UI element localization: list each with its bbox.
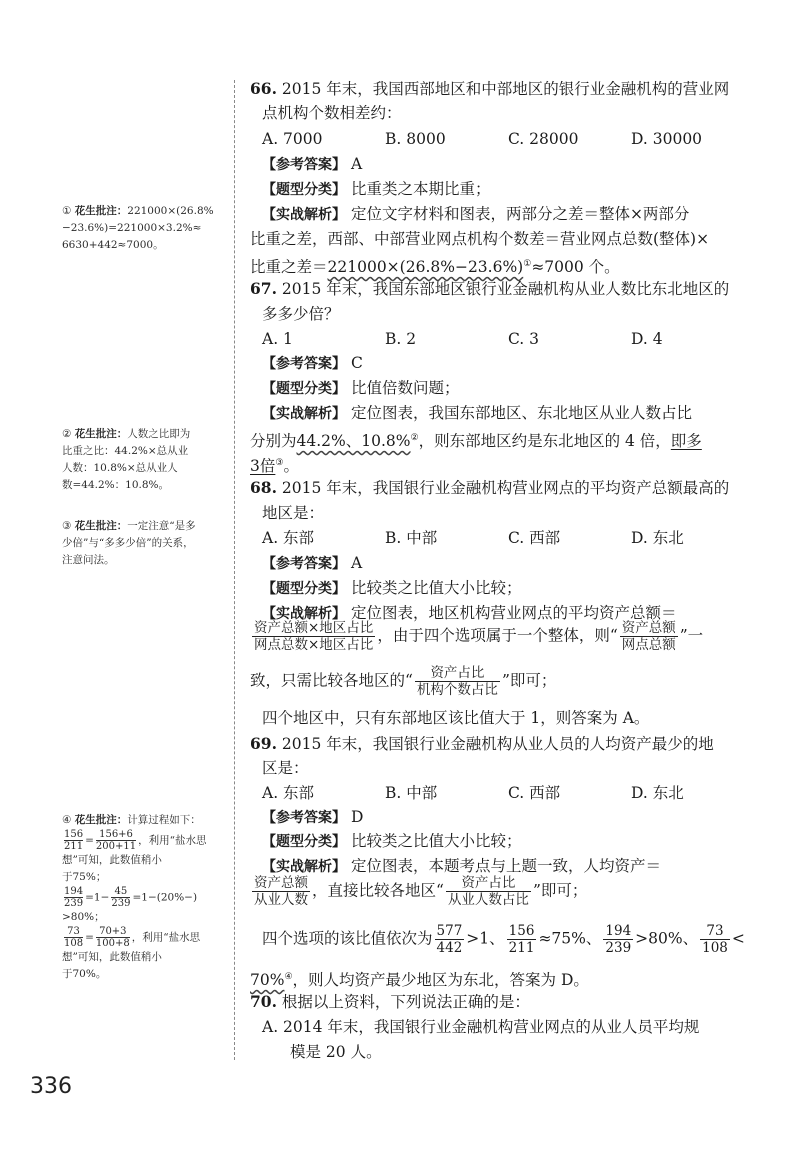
q69-analysis-3: 四个选项的该比值依次为 $\frac{577}{442}$ >1、 $\frac{156}{211}$ ≈75%、 $\frac{194}{239}$ >80%、 $\frac{73}{108}$ <: [262, 923, 745, 956]
q67-answer: 【参考答案】 C: [262, 354, 363, 372]
q66-analysis-2: 比重之差，西部、中部营业网点机构个数差＝营业网点总数(整体)×: [250, 230, 710, 248]
q68-conclusion: 四个地区中，只有东部地区该比值大于 1，则答案为 A。: [262, 709, 650, 727]
q69-analysis-2: 资产总额 从业人数 ，直接比较各地区“ 资产占比 从业人数占比 ”即可；: [254, 875, 588, 908]
q68-stem-cont: 地区是：: [262, 504, 325, 522]
q68-category: 【题型分类】 比较类之比值大小比较；: [262, 579, 522, 597]
q67-category: 【题型分类】 比值倍数问题；: [262, 379, 460, 397]
sidebar-note-2: ② 花生批注：人数之比即为 比重之比：44.2%×总从业 人数：10.8%×总从业人 数=44.2%：10.8%。: [62, 428, 191, 491]
q69-stem-cont: 区是：: [262, 759, 309, 777]
q69-answer: 【参考答案】 D: [262, 808, 364, 826]
q66-category: 【题型分类】 比重类之本期比重；: [262, 180, 491, 198]
q66-analysis-3: 比重之差＝221000×(26.8%−23.6%)①≈7000 个。: [250, 258, 620, 277]
q67-options: A. 1 B. 2 C. 3 D. 4: [262, 330, 663, 348]
q69-fraction-1: 资产总额 从业人数: [254, 875, 308, 908]
q67-analysis-3: 3倍③。: [250, 457, 299, 476]
q70-stem: 70. 根据以上资料，下列说法正确的是：: [250, 992, 530, 1011]
q68-analysis-2: 资产总额×地区占比 网点总数×地区占比 ，由于四个选项属于一个整体，则“ 资产总额 网点总额 ”一: [254, 620, 704, 653]
q69-stem: 69. 2015 年末，我国银行业金融机构从业人员的人均资产最少的地: [250, 734, 714, 753]
q68-fraction-2: 资产总额 网点总额: [621, 620, 676, 653]
q70-option-a-cont: 模是 20 人。: [290, 1043, 382, 1061]
q68-analysis-3: 致，只需比较各地区的“ 资产占比 机构个数占比 ”即可；: [250, 665, 557, 698]
q69-category: 【题型分类】 比较类之比值大小比较；: [262, 832, 522, 850]
q69-analysis: 【实战解析】 定位图表，本题考点与上题一致，人均资产＝: [262, 857, 661, 875]
note4-fraction-2: $\frac{156+6}{200+11}$: [95, 829, 137, 852]
q67-analysis: 【实战解析】 定位图表，我国东部地区、东北地区从业人数占比: [262, 404, 692, 422]
q69-analysis-4: 70%④，则人均资产最少地区为东北，答案为 D。: [250, 971, 589, 990]
q68-answer: 【参考答案】 A: [262, 554, 363, 572]
q69-fraction-2: 资产占比 从业人数占比: [447, 875, 529, 908]
margin-divider: [234, 80, 235, 1060]
note4-fraction-5: $\frac{73}{108}$: [64, 926, 84, 949]
q66-analysis: 【实战解析】 定位文字材料和图表，两部分之差＝整体×两部分: [262, 205, 690, 223]
q68-fraction-1: 资产总额×地区占比 网点总数×地区占比: [254, 620, 374, 653]
sidebar-note-1: ① 花生批注：221000×(26.8% −23.6%)=221000×3.2%≈ 6630+442≈7000。: [62, 205, 214, 251]
q68-options: A. 东部 B. 中部 C. 西部 D. 东北: [262, 529, 684, 547]
note4-fraction-3: $\frac{194}{239}$: [64, 886, 84, 909]
q70-option-a: A. 2014 年末，我国银行业金融机构营业网点的从业人员平均规: [262, 1018, 700, 1036]
note4-fraction-6: $\frac{70+3}{100+8}$: [95, 926, 130, 949]
sidebar-note-4: ④ 花生批注：计算过程如下： $\frac{156}{211}$ = $\frac{156+6}{200+11}$ ，利用“盐水思 想”可知，此数值稍小 于75%； $\frac{194}{239}$ =1− $\frac{45}{239}$ =1−(20%−) >80%； $\frac{73}{108}$ = $\frac{70+3}{100+8}$ ，利用“盐水思 想”可知，此数值稍小 于70%。: [62, 814, 207, 980]
q67-stem-cont: 多多少倍？: [262, 305, 340, 323]
q69-fraction-3: $\frac{577}{442}$: [436, 923, 463, 956]
q69-fraction-6: $\frac{73}{108}$: [702, 923, 728, 956]
q68-fraction-3: 资产占比 机构个数占比: [416, 665, 498, 698]
q69-options: A. 东部 B. 中部 C. 西部 D. 东北: [262, 784, 684, 802]
note4-fraction-4: $\frac{45}{239}$: [111, 886, 131, 909]
q67-stem: 67. 2015 年末，我国东部地区银行业金融机构从业人数比东北地区的: [250, 279, 730, 298]
q69-fraction-5: $\frac{194}{239}$: [605, 923, 632, 956]
q66-stem-cont: 点机构个数相差约：: [262, 104, 402, 122]
q69-fraction-4: $\frac{156}{211}$: [508, 923, 535, 956]
q68-analysis: 【实战解析】 定位图表，地区机构营业网点的平均资产总额＝: [262, 604, 677, 622]
q66-options: A. 7000 B. 8000 C. 28000 D. 30000: [262, 130, 703, 148]
q68-stem: 68. 2015 年末，我国银行业金融机构营业网点的平均资产总额最高的: [250, 478, 730, 497]
sidebar-note-3: ③ 花生批注：一定注意“是多 少倍”与“多多少倍”的关系， 注意问法。: [62, 520, 196, 566]
page-number: 336: [30, 1074, 72, 1099]
note4-fraction-1: $\frac{156}{211}$: [64, 829, 84, 852]
q66-stem: 66. 2015 年末，我国西部地区和中部地区的银行业金融机构的营业网: [250, 79, 730, 98]
q66-answer: 【参考答案】 A: [262, 155, 363, 173]
q67-analysis-2: 分别为44.2%、10.8%②，则东部地区约是东北地区的 4 倍，即多: [250, 432, 702, 451]
